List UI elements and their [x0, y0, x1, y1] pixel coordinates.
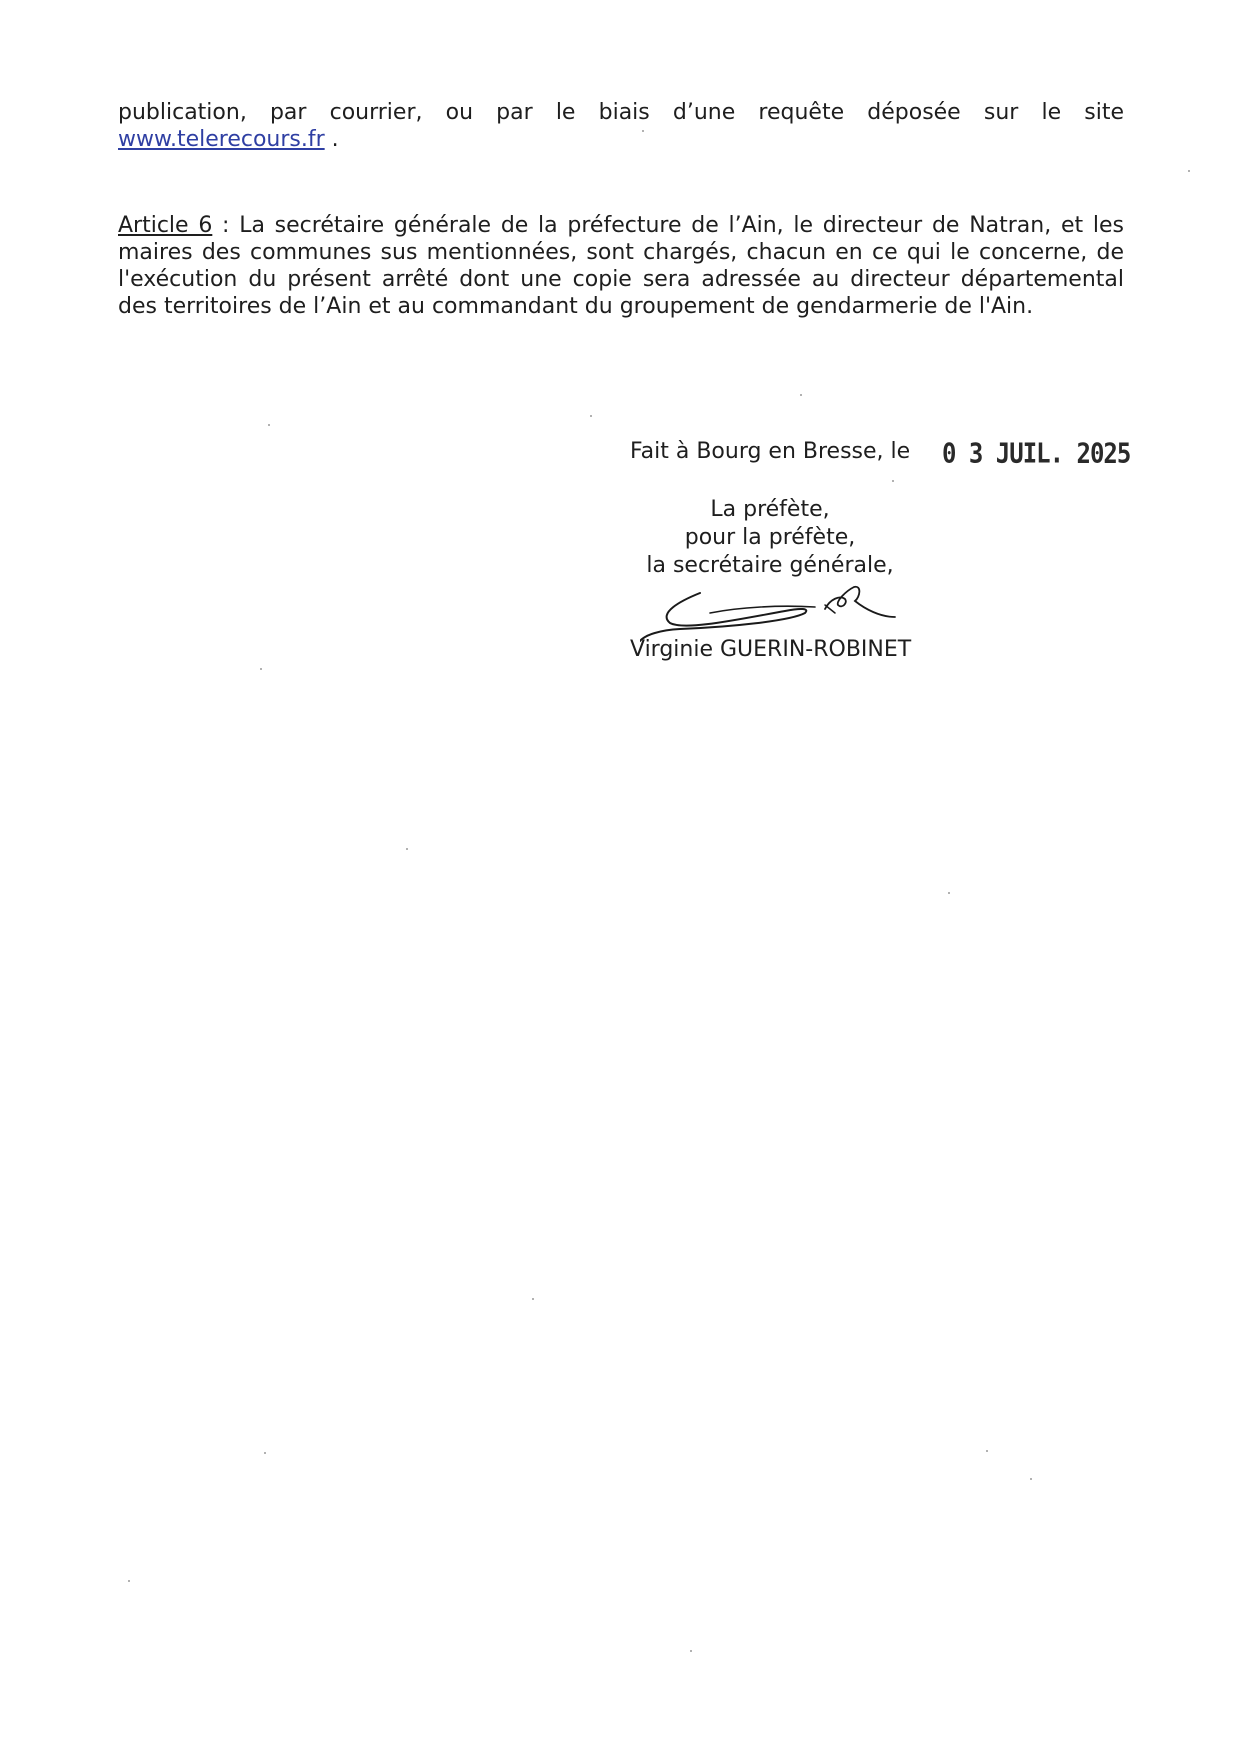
article-6-label: Article 6 — [118, 213, 213, 238]
scan-speck — [690, 1650, 692, 1652]
article-6-text: : La secrétaire générale de la préfecture de l’Ain, le directeur de Natran, et les maires des communes sus mentionnées, sont chargés, chacun en ce qui le concerne, de l'exécution du présent arrêté dont une copie sera adressée au directeur départemental des territoires de l’Ain et au commandant du groupement de gendarmerie de l'Ain. — [118, 213, 1124, 319]
signer-name: Virginie GUERIN-ROBINET — [630, 637, 912, 662]
scan-speck — [268, 424, 270, 426]
date-stamp: 0 3 JUIL. 2025 — [942, 437, 1131, 470]
scan-speck — [948, 892, 950, 894]
scan-speck — [406, 848, 408, 850]
place-date-line: Fait à Bourg en Bresse, le — [630, 439, 911, 464]
signatory-delegation: pour la préfète, — [684, 525, 856, 550]
article-6-paragraph — [118, 212, 1124, 320]
paragraph-publication-end: . — [324, 127, 339, 152]
scan-speck — [986, 1450, 988, 1452]
scan-speck — [260, 668, 262, 670]
scan-speck — [590, 415, 592, 417]
scan-speck — [1030, 1478, 1032, 1480]
scan-speck — [892, 480, 894, 482]
signatory-block — [620, 496, 920, 580]
paragraph-publication-text: publication, par courrier, ou par le biais d’une requête déposée sur le site — [118, 100, 1124, 125]
telerecours-link[interactable]: www.telerecours.fr — [118, 127, 325, 152]
handwritten-signature — [640, 583, 920, 643]
scan-speck — [642, 130, 644, 132]
scan-speck — [800, 394, 802, 396]
signatory-role: la secrétaire générale, — [646, 553, 894, 578]
scan-speck — [532, 1298, 534, 1300]
scan-speck — [128, 1580, 130, 1582]
paragraph-publication — [118, 99, 1124, 153]
signatory-title: La préfète, — [710, 497, 830, 522]
scan-speck — [264, 1452, 266, 1454]
scan-speck — [1188, 170, 1190, 172]
